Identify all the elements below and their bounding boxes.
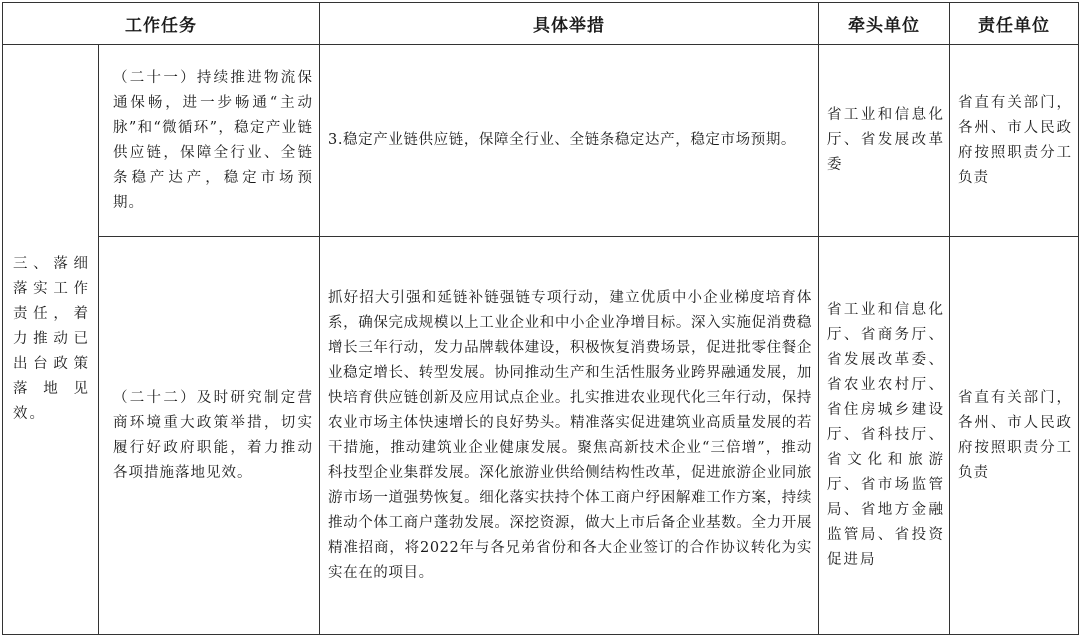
- subtask-cell: [99, 237, 320, 635]
- lead-unit-text: 省工业和信息化厅、省商务厅、省发展改革委、省农业农村厅、省住房城乡建设厅、省科技厅、省文化和旅游厅、省市场监管局、省地方金融监管局、省投资促进局: [827, 302, 945, 568]
- table-row: [3, 45, 1079, 237]
- table-row: [3, 237, 1079, 635]
- task-table: [2, 2, 1079, 635]
- header-measures: 具体举措: [320, 3, 819, 45]
- header-task: 工作任务: [3, 3, 320, 45]
- subtask-text: （二十一）持续推进物流保通保畅，进一步畅通“主动脉”和“微循环”，稳定产业链供应链，保障全行业、全链条稳产达产，稳定市场预期。: [113, 69, 313, 211]
- lead-unit-text: 省工业和信息化厅、省发展改革委: [827, 107, 945, 173]
- header-responsible-unit: 责任单位: [950, 3, 1079, 45]
- main-task-cell: [3, 45, 99, 635]
- measures-text: 3.稳定产业链供应链，保障全行业、全链条稳定达产，稳定市场预期。: [328, 132, 797, 148]
- header-row: [3, 3, 1079, 45]
- responsible-unit-text: 省直有关部门，各州、市人民政府按照职责分工负责: [958, 389, 1072, 481]
- subtask-cell: [99, 45, 320, 237]
- lead-unit-cell: [819, 237, 950, 635]
- measures-text: 抓好招大引强和延链补链强链专项行动，建立优质中小企业梯度培育体系，确保完成规模以上工业企业和中小企业净增目标。深入实施促消费稳增长三年行动，发力品牌载体建设，积极恢复消费场景，促进批零住餐企业稳定增长、转型发展。协同推动生产和生活性服务业跨界融通发展，加快培育供应链创新及应用试点企业。扎实推进农业现代化三年行动，保持农业市场主体快速增长的良好势头。精准落实促进建筑业高质量发展的若干措施，推动建筑业企业健康发展。聚焦高新技术企业“三倍增”，推动科技型企业集群发展。深化旅游业供给侧结构性改革，促进旅游企业同旅游市场一道强势恢复。细化落实扶持个体工商户纾困解难工作方案，持续推动个体工商户蓬勃发展。深挖资源，做大上市后备企业基数。全力开展精准招商，将2022年与各兄弟省份和各大企业签订的合作协议转化为实实在在的项目。: [328, 289, 812, 581]
- responsible-unit-cell: [950, 45, 1079, 237]
- header-lead-unit: 牵头单位: [819, 3, 950, 45]
- responsible-unit-text: 省直有关部门，各州、市人民政府按照职责分工负责: [958, 94, 1072, 186]
- main-task-text: 三、落细落实工作责任，着力推动已出台政策落地见效。: [13, 256, 90, 422]
- measures-cell: [320, 237, 819, 635]
- subtask-text: （二十二）及时研究制定营商环境重大政策举措，切实履行好政府职能，着力推动各项措施落地见效。: [113, 389, 313, 481]
- measures-cell: [320, 45, 819, 237]
- responsible-unit-cell: [950, 237, 1079, 635]
- lead-unit-cell: [819, 45, 950, 237]
